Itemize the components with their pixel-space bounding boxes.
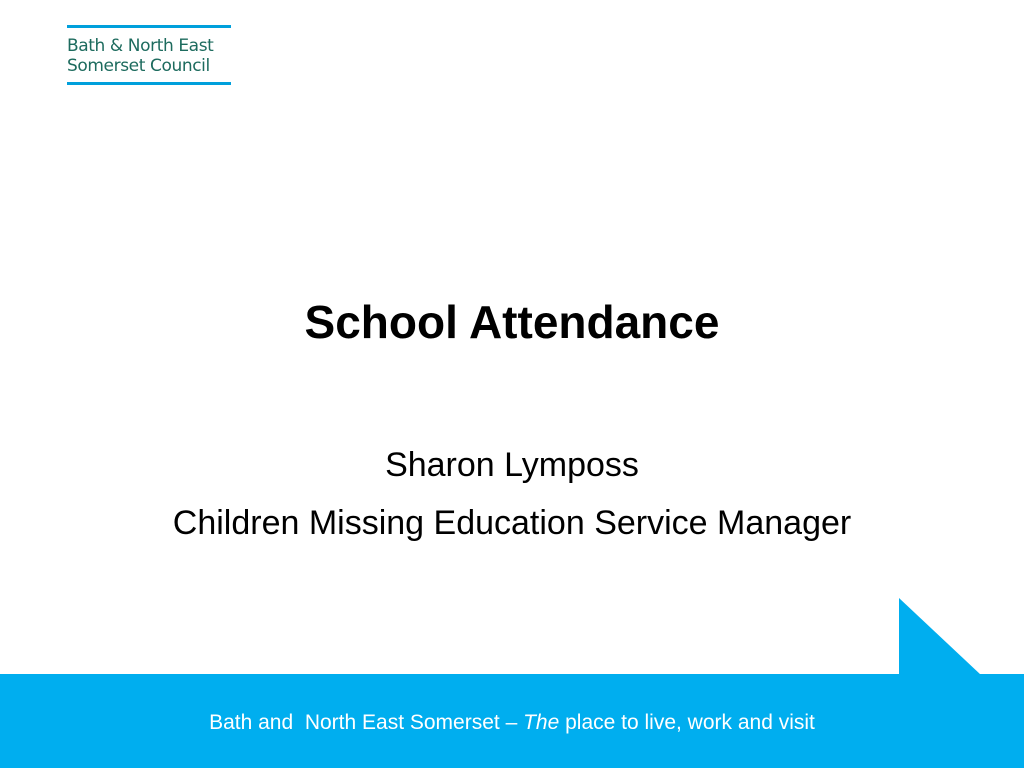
tagline-text-end: place to live, work and visit [559, 711, 815, 734]
slide-title: School Attendance [304, 296, 720, 348]
tagline-text-italic: The [523, 711, 560, 734]
tagline-text-start: Bath and North East Somerset – [209, 711, 524, 734]
logo-line-2: Somerset Council [67, 56, 210, 76]
logo-line-1: Bath & North East [67, 36, 214, 56]
presenter-role: Children Missing Education Service Manager [172, 504, 852, 542]
presenter-name: Sharon Lymposs [385, 446, 639, 484]
footer-tagline [0, 710, 1024, 736]
